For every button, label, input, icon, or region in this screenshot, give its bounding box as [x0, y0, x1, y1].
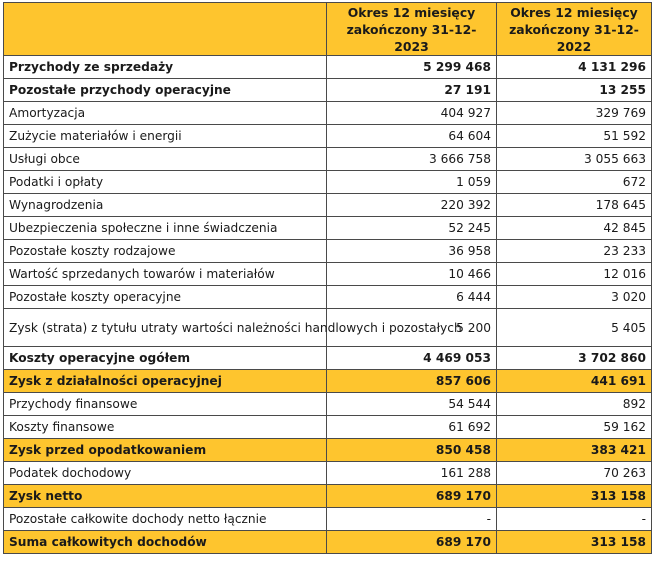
- table-row: [4, 56, 652, 79]
- table-row: [4, 393, 652, 416]
- value-2022: 313 158: [497, 485, 652, 508]
- value-2023: 36 958: [327, 240, 497, 263]
- value-2022: 3 020: [497, 286, 652, 309]
- table-row: [4, 217, 652, 240]
- value-2023: 61 692: [327, 416, 497, 439]
- value-2023: 220 392: [327, 194, 497, 217]
- row-label: Koszty operacyjne ogółem: [4, 347, 327, 370]
- value-2023: 10 466: [327, 263, 497, 286]
- value-2023: 52 245: [327, 217, 497, 240]
- row-label: Amortyzacja: [4, 102, 327, 125]
- row-label: Podatki i opłaty: [4, 171, 327, 194]
- value-2022: 383 421: [497, 439, 652, 462]
- row-label: Koszty finansowe: [4, 416, 327, 439]
- row-label: Pozostałe przychody operacyjne: [4, 79, 327, 102]
- value-2022: 51 592: [497, 125, 652, 148]
- row-label: Pozostałe całkowite dochody netto łącznie: [4, 508, 327, 531]
- value-2023: 857 606: [327, 370, 497, 393]
- value-2022: 12 016: [497, 263, 652, 286]
- table-row: [4, 240, 652, 263]
- header-row: [4, 3, 652, 56]
- table-row: [4, 347, 652, 370]
- value-2022: 13 255: [497, 79, 652, 102]
- table-row-highlight: [4, 485, 652, 508]
- row-label: Zysk przed opodatkowaniem: [4, 439, 327, 462]
- value-2022: 3 702 860: [497, 347, 652, 370]
- table-row-highlight: [4, 439, 652, 462]
- table-row-highlight: [4, 370, 652, 393]
- table-row: [4, 462, 652, 485]
- row-label: Wynagrodzenia: [4, 194, 327, 217]
- header-2023: Okres 12 miesięcy zakończony 31-12-2023: [327, 3, 497, 56]
- header-2022: Okres 12 miesięcy zakończony 31-12-2022: [497, 3, 652, 56]
- value-2023: 404 927: [327, 102, 497, 125]
- value-2023: 161 288: [327, 462, 497, 485]
- value-2022: -: [497, 508, 652, 531]
- value-2022: 4 131 296: [497, 56, 652, 79]
- table-row: [4, 125, 652, 148]
- row-label: Zużycie materiałów i energii: [4, 125, 327, 148]
- table-row: [4, 263, 652, 286]
- value-2022: 23 233: [497, 240, 652, 263]
- row-label: Przychody ze sprzedaży: [4, 56, 327, 79]
- value-2022: 178 645: [497, 194, 652, 217]
- value-2023: 5 299 468: [327, 56, 497, 79]
- value-2022: 70 263: [497, 462, 652, 485]
- row-label: Ubezpieczenia społeczne i inne świadczenia: [4, 217, 327, 240]
- value-2022: 329 769: [497, 102, 652, 125]
- row-label: Zysk z działalności operacyjnej: [4, 370, 327, 393]
- value-2023: 54 544: [327, 393, 497, 416]
- row-label: Zysk netto: [4, 485, 327, 508]
- table-row-highlight: [4, 531, 652, 554]
- value-2023: 850 458: [327, 439, 497, 462]
- table-row: [4, 79, 652, 102]
- table-row: [4, 102, 652, 125]
- value-2022: 892: [497, 393, 652, 416]
- row-label: Pozostałe koszty operacyjne: [4, 286, 327, 309]
- table-row: [4, 286, 652, 309]
- table-row: [4, 309, 652, 347]
- row-label: Przychody finansowe: [4, 393, 327, 416]
- table-row: [4, 416, 652, 439]
- row-label: Zysk (strata) z tytułu utraty wartości należności handlowych i pozostałych: [4, 309, 327, 347]
- value-2023: 5 200: [327, 309, 497, 347]
- value-2023: 3 666 758: [327, 148, 497, 171]
- value-2023: 64 604: [327, 125, 497, 148]
- row-label: Suma całkowitych dochodów: [4, 531, 327, 554]
- value-2022: 5 405: [497, 309, 652, 347]
- value-2022: 42 845: [497, 217, 652, 240]
- value-2023: 4 469 053: [327, 347, 497, 370]
- table-row: [4, 148, 652, 171]
- row-label: Podatek dochodowy: [4, 462, 327, 485]
- value-2023: 689 170: [327, 531, 497, 554]
- row-label: Usługi obce: [4, 148, 327, 171]
- value-2023: 6 444: [327, 286, 497, 309]
- table-row: [4, 194, 652, 217]
- table-row: [4, 508, 652, 531]
- value-2022: 3 055 663: [497, 148, 652, 171]
- value-2022: 313 158: [497, 531, 652, 554]
- value-2023: 27 191: [327, 79, 497, 102]
- value-2023: -: [327, 508, 497, 531]
- value-2023: 1 059: [327, 171, 497, 194]
- value-2022: 59 162: [497, 416, 652, 439]
- value-2022: 441 691: [497, 370, 652, 393]
- table-row: [4, 171, 652, 194]
- income-statement-table: [3, 2, 652, 554]
- row-label: Pozostałe koszty rodzajowe: [4, 240, 327, 263]
- row-label: Wartość sprzedanych towarów i materiałów: [4, 263, 327, 286]
- header-corner: [4, 3, 327, 56]
- value-2022: 672: [497, 171, 652, 194]
- value-2023: 689 170: [327, 485, 497, 508]
